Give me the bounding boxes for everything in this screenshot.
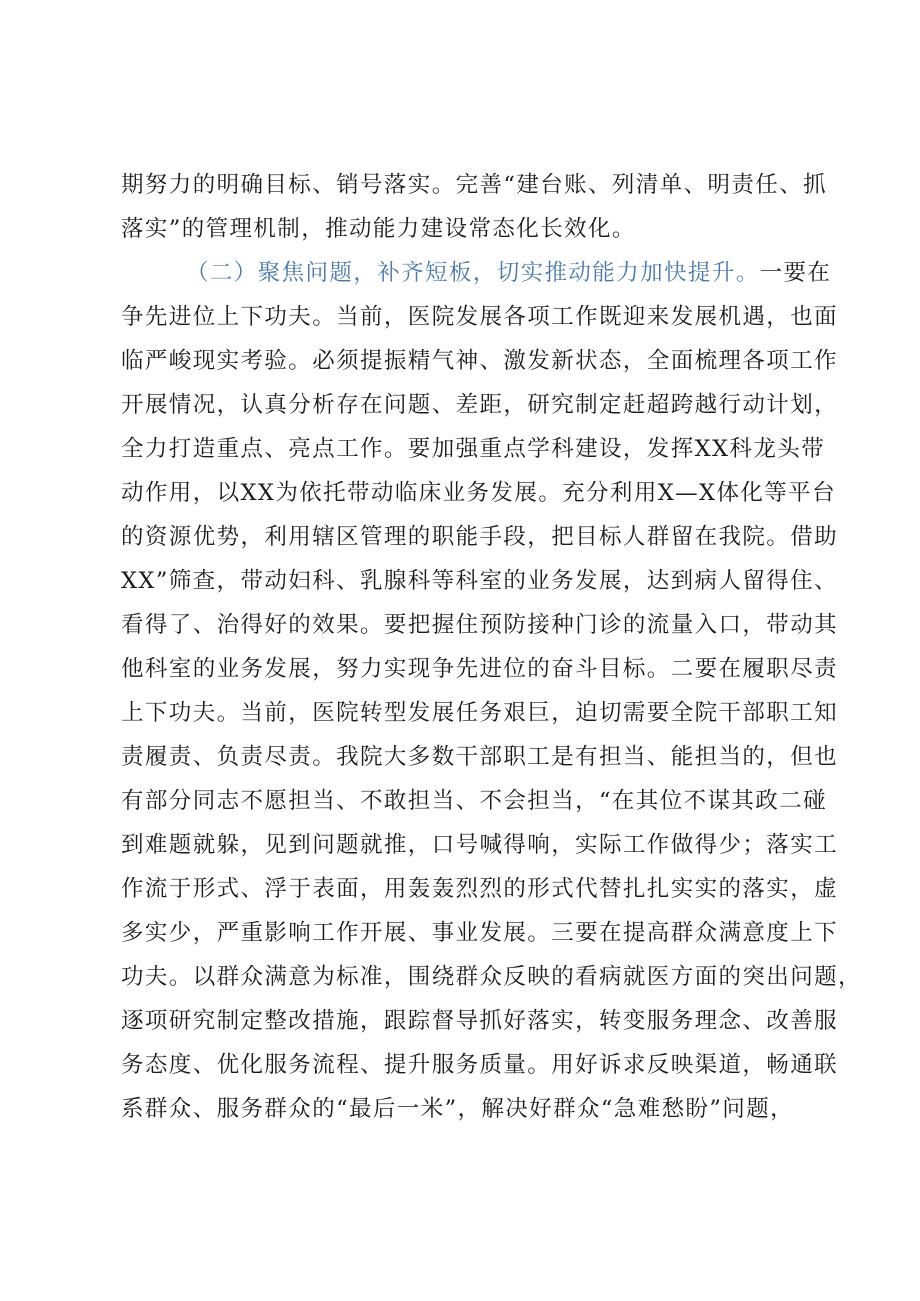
- text-line: 作流于形式、浮于表面，用轰轰烈烈的形式代替扎扎实实的落实，虚: [121, 876, 839, 902]
- text-line: 的资源优势，利用辖区管理的职能手段，把目标人群留在我院。借助: [121, 524, 839, 550]
- text-line: XX”筛查，带动妇科、乳腺科等科室的业务发展，达到病人留得住、: [121, 568, 838, 594]
- text-line: 逐项研究制定整改措施，跟踪督导抓好落实，转变服务理念、改善服: [121, 1008, 839, 1034]
- section-heading: （二）聚焦问题，补齐短板，切实推动能力加快提升。: [186, 260, 760, 286]
- text-line: 功夫。以群众满意为标准，围绕群众反映的看病就医方面的突出问题，: [121, 964, 862, 990]
- text-line: 有部分同志不愿担当、不敢担当、不会担当，“在其位不谋其政二碰: [121, 788, 828, 814]
- text-line: 他科室的业务发展，努力实现争先进位的奋斗目标。二要在履职尽责: [121, 656, 839, 682]
- text-line: 上下功夫。当前，医院转型发展任务艰巨，迫切需要全院干部职工知: [121, 700, 839, 726]
- text-line: 责履责、负责尽责。我院大多数干部职工是有担当、能担当的，但也: [121, 744, 839, 770]
- text-line: 落实”的管理机制，推动能力建设常态化长效化。: [121, 216, 636, 242]
- text-line: 看得了、治得好的效果。要把握住预防接种门诊的流量入口，带动其: [121, 612, 839, 638]
- text-line: 开展情况，认真分析存在问题、差距，研究制定赶超跨越行动计划，: [121, 392, 839, 418]
- text-line: 动作用，以XX为依托带动临床业务发展。充分利用X—X体化等平台: [121, 480, 836, 506]
- text-line: 多实少，严重影响工作开展、事业发展。三要在提高群众满意度上下: [121, 920, 839, 946]
- text-line: 争先进位上下功夫。当前，医院发展各项工作既迎来发展机遇，也面: [121, 304, 839, 330]
- text-line: 期努力的明确目标、销号落实。完善“建台账、列清单、明责任、抓: [121, 172, 828, 198]
- text-line: 务态度、优化服务流程、提升服务质量。用好诉求反映渠道，畅通联: [121, 1052, 839, 1078]
- text-line: 到难题就躲，见到问题就推，口号喊得响，实际工作做得少；落实工: [121, 832, 839, 858]
- text-run: 一要在: [759, 260, 832, 286]
- section-heading-line: [186, 251, 832, 295]
- text-line: 临严峻现实考验。必须提振精气神、激发新状态，全面梳理各项工作: [121, 348, 839, 374]
- text-line: 系群众、服务群众的“最后一米”，解决好群众“急难愁盼”问题，: [121, 1096, 795, 1122]
- text-line: 全力打造重点、亮点工作。要加强重点学科建设，发挥XX科龙头带: [121, 436, 826, 462]
